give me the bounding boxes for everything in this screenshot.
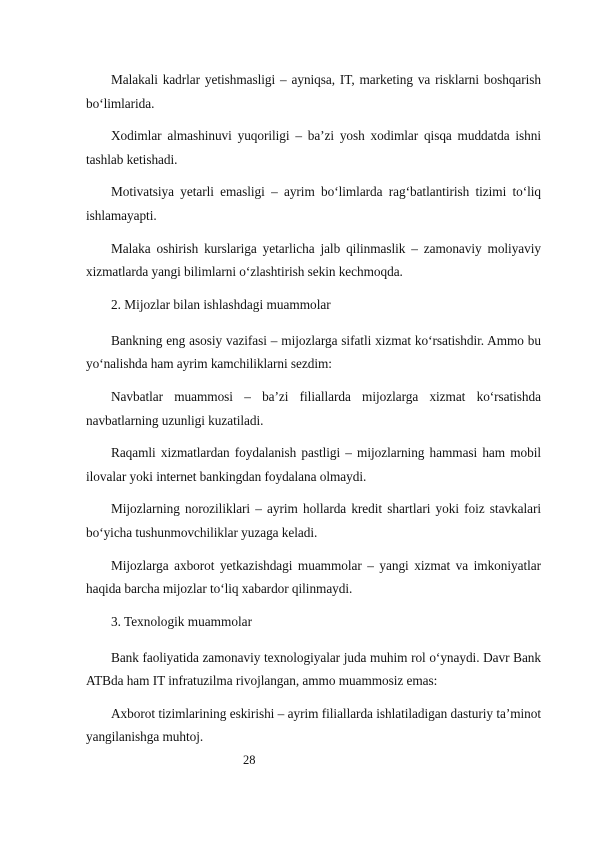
paragraph-raqamli-xizmatlar: Raqamli xizmatlardan foydalanish pastligi – mijozlarning hammasi ham mobil ilovalar yoki internet bankingdan foydalana olmaydi. bbox=[86, 445, 541, 484]
paragraph-axborot-yetkazish: Mijozlarga axborot yetkazishdagi muammolar – yangi xizmat va imkoniyatlar haqida barcha mijozlar to‘liq xabardor qilinmaydi. bbox=[86, 557, 541, 597]
section-heading-texnologik: 3. Texnologik muammolar bbox=[111, 613, 253, 629]
paragraph-xodimlar-almashinuvi: Xodimlar almashinuvi yuqoriligi – ba’zi yosh xodimlar qisqa muddatda ishni tashlab ketishadi. bbox=[86, 128, 541, 167]
paragraph-axborot-tizimlari: Axborot tizimlarining eskirishi – ayrim filiallarda ishlatiladigan dasturiy ta’minot yangilanishga muhtoj. bbox=[86, 705, 541, 745]
paragraph-motivatsiya: Motivatsiya yetarli emasligi – ayrim bo‘limlarda rag‘batlantirish tizimi to‘liq ishlamayapti. bbox=[86, 184, 541, 223]
paragraph-noroziliklar: Mijozlarning noroziliklari – ayrim hollarda kredit shartlari yoki foiz stavkalari bo‘yicha tushunmovchiliklar yuzaga keladi. bbox=[86, 501, 541, 540]
paragraph-malakali-kadrlar: Malakali kadrlar yetishmasligi – ayniqsa, IT, marketing va risklarni boshqarish bo‘limlarida. bbox=[86, 72, 541, 111]
paragraph-bank-vazifasi: Bankning eng asosiy vazifasi – mijozlarga sifatli xizmat ko‘rsatishdir. Ammo bu yo‘nalishda ham ayrim kamchiliklarni sezdim: bbox=[86, 332, 541, 372]
page-body bbox=[86, 68, 541, 758]
paragraph-navbatlar: Navbatlar muammosi – ba’zi filiallarda mijozlarga xizmat ko‘rsatishda navbatlarning uzunligi kuzatiladi. bbox=[86, 388, 541, 428]
paragraph-malaka-oshirish: Malaka oshirish kurslariga yetarlicha jalb qilinmaslik – zamonaviy moliyaviy xizmatlarda yangi bilimlarni o‘zlashtirish sekin kechmoqda. bbox=[86, 240, 541, 280]
page-number: 28 bbox=[243, 753, 256, 767]
paragraph-zamonaviy-texnologiyalar: Bank faoliyatida zamonaviy texnologiyalar juda muhim rol o‘ynaydi. Davr Bank ATBda ham IT infratuzilma rivojlangan, ammo muammosiz emas: bbox=[86, 649, 541, 689]
section-heading-mijozlar: 2. Mijozlar bilan ishlashdagi muammolar bbox=[111, 296, 331, 312]
